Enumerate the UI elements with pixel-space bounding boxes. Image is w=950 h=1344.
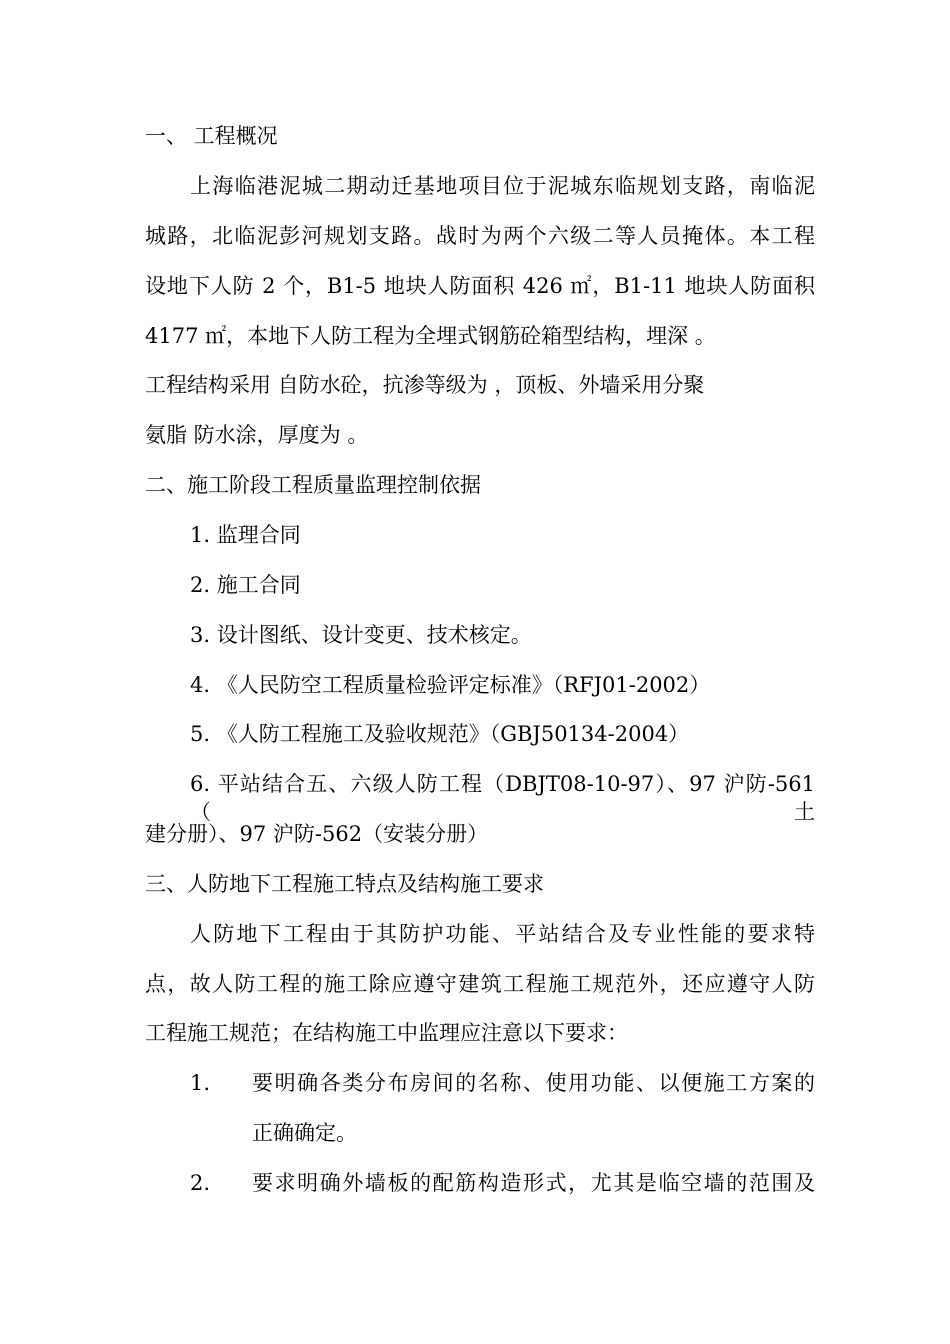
list-item-text: 正确确定。: [252, 1121, 357, 1145]
paragraph-line: 人防地下工程由于其防护功能、平站结合及专业性能的要求特: [190, 922, 815, 946]
list-item-text: 要求明确外墙板的配筋构造形式，尤其是临空墙的范围及: [252, 1171, 815, 1195]
paragraph-line: 城路，北临泥彭河规划支路。战时为两个六级二等人员掩体。本工程: [145, 224, 815, 248]
list-item: 5. 《人防工程施工及验收规范》（GBJ50134-2004）: [190, 722, 690, 746]
list-item: 3. 设计图纸、设计变更、技术核定。: [190, 623, 532, 647]
paragraph-line: 氨脂 防水涂，厚度为 。: [145, 423, 369, 447]
list-item: 6. 平站结合五、六级人防工程（DBJT08-10-97）、97 沪防-561（土: [190, 772, 815, 824]
list-item: 4. 《人民防空工程质量检验评定标准》（RFJ01-2002）: [190, 673, 711, 697]
paragraph-line: 4177 ㎡，本地下人防工程为全埋式钢筋砼箱型结构，埋深 。: [145, 324, 716, 348]
list-item-text: 要明确各类分布房间的名称、使用功能、以便施工方案的: [252, 1071, 815, 1095]
section-1-heading: 一、 工程概况: [145, 124, 278, 148]
section-3-heading: 三、人防地下工程施工特点及结构施工要求: [145, 872, 544, 896]
list-number: 1.: [190, 1071, 211, 1095]
list-item: 1. 监理合同: [190, 523, 301, 547]
paragraph-line: 工程结构采用 自防水砼，抗渗等级为 ，顶板、外墙采用分聚: [145, 373, 705, 397]
section-2-heading: 二、施工阶段工程质量监理控制依据: [145, 473, 481, 497]
paragraph-line: 设地下人防 2 个，B1-5 地块人防面积 426 ㎡，B1-11 地块人防面积: [145, 274, 815, 298]
paragraph-line: 工程施工规范；在结构施工中监理应注意以下要求：: [145, 1021, 628, 1045]
paragraph-line: 上海临港泥城二期动迁基地项目位于泥城东临规划支路，南临泥: [190, 174, 815, 198]
list-item: 2. 施工合同: [190, 573, 301, 597]
list-number: 2.: [190, 1171, 211, 1195]
paragraph-line: 点，故人防工程的施工除应遵守建筑工程施工规范外，还应遵守人防: [145, 972, 815, 996]
list-item-continuation: 建分册）、97 沪防-562（安装分册）: [145, 822, 489, 846]
